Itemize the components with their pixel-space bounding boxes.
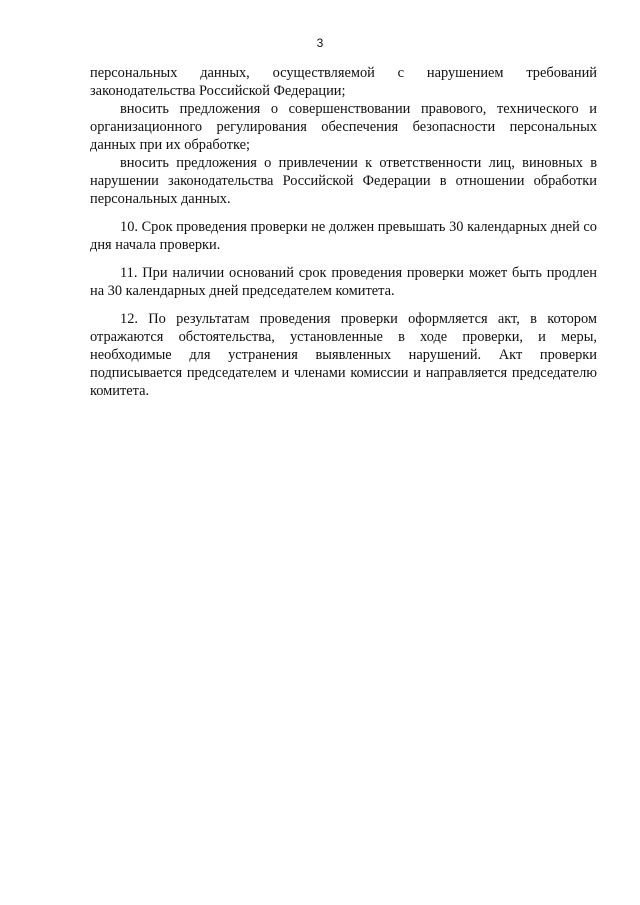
- paragraph-12: 12. По результатам проведения проверки оформляется акт, в котором отражаются обстоятельства, установленные в ходе проверки, и меры, необходимые для устранения выявленных нарушений. Акт проверки подписывается председателем и членами комиссии и направляется председателю комитета.: [90, 311, 597, 399]
- document-body: [90, 64, 597, 400]
- paragraph-11: 11. При наличии оснований срок проведения проверки может быть продлен на 30 календарных дней председателем комитета.: [90, 265, 597, 299]
- paragraph-proposals-liability: вносить предложения о привлечении к ответственности лиц, виновных в нарушении законодательства Российской Федерации в отношении обработки персональных данных.: [90, 155, 597, 207]
- page-number: 3: [316, 36, 324, 50]
- paragraph-proposals-improvement: вносить предложения о совершенствовании правового, технического и организационного регулирования обеспечения безопасности персональных данных при их обработке;: [90, 101, 597, 153]
- paragraph-10: 10. Срок проведения проверки не должен превышать 30 календарных дней со дня начала проверки.: [90, 219, 597, 253]
- paragraph-continuation: персональных данных, осуществляемой с нарушением требований законодательства Российской Федерации;: [90, 65, 597, 99]
